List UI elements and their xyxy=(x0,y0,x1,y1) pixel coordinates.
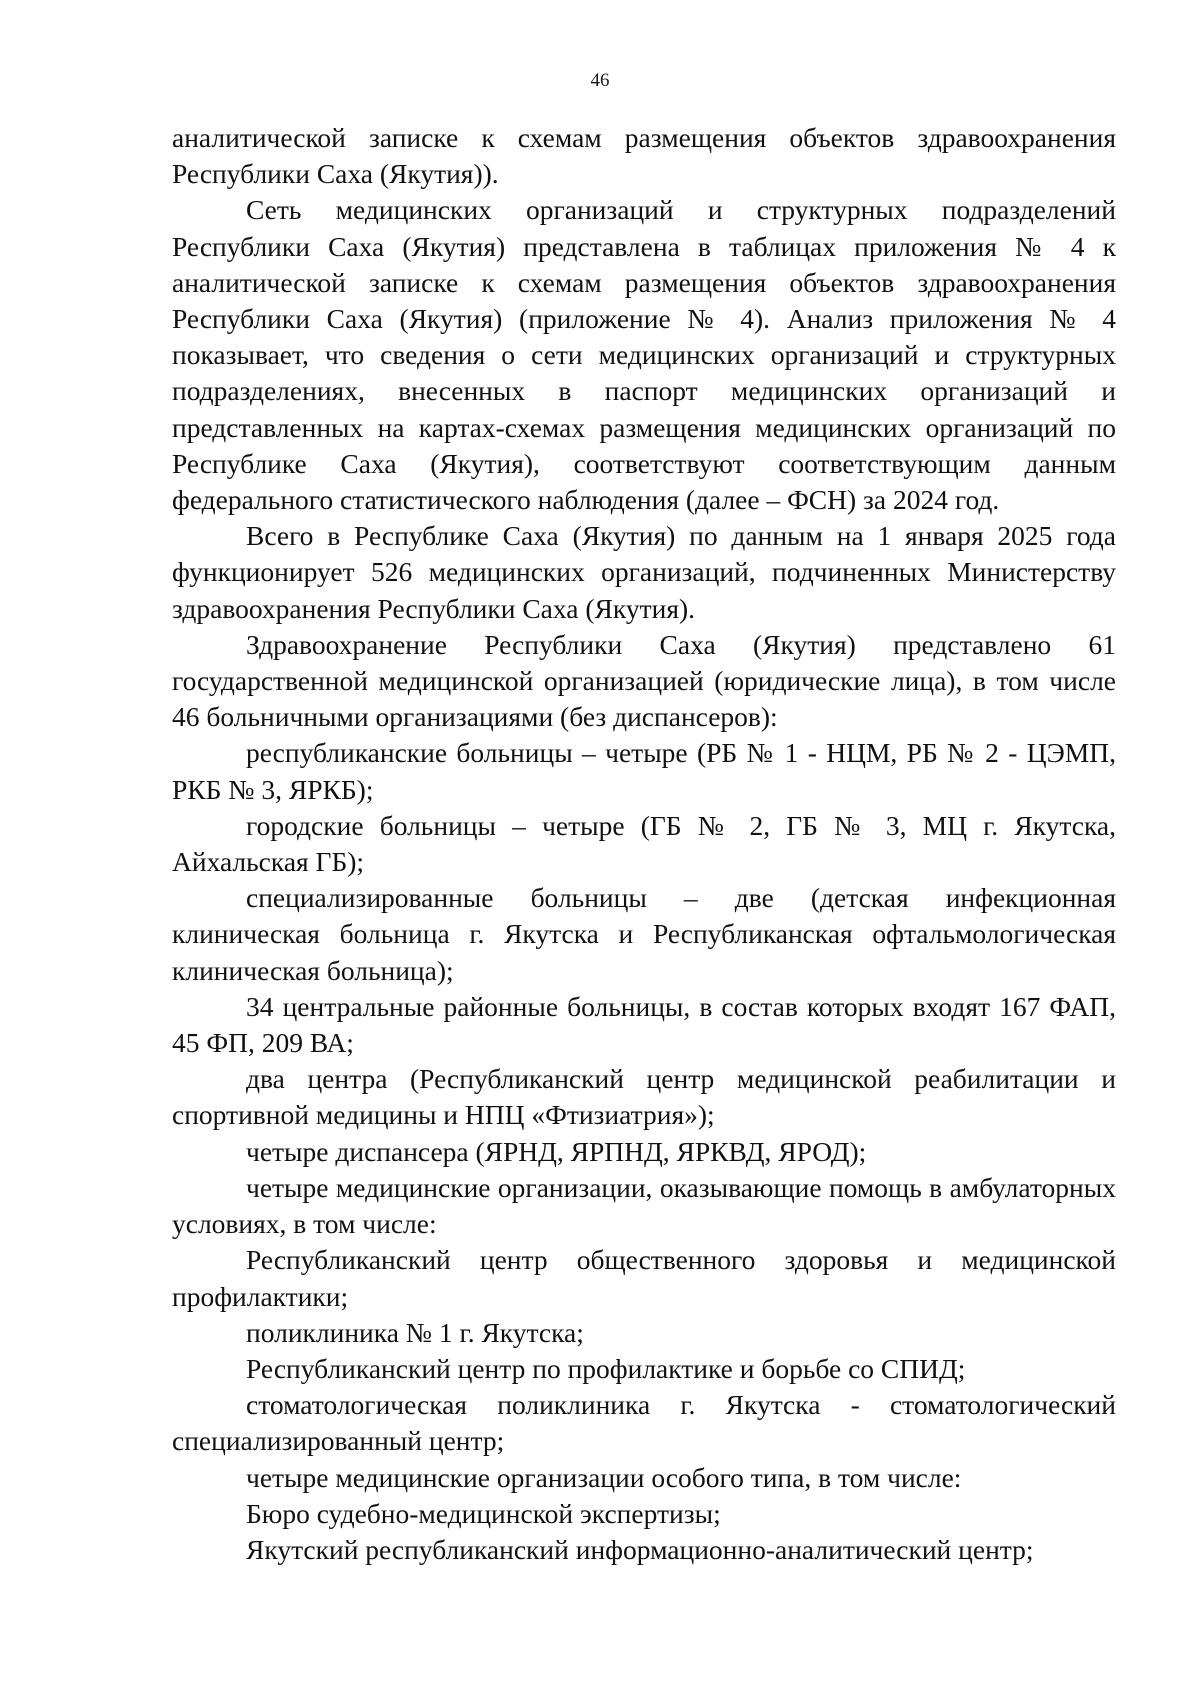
page-number: 46 xyxy=(590,70,610,91)
paragraph-total-organizations: Всего в Республике Саха (Якутия) по данным на 1 января 2025 года функционирует 526 медицинских организаций, подчиненных Министерству здравоохранения Республики Саха (Якутия). xyxy=(172,520,1116,624)
list-item-dental-polyclinic: стоматологическая поликлиника г. Якутска - стоматологический специализированный центр; xyxy=(172,1389,1116,1457)
list-item-district-hospitals: 34 центральные районные больницы, в состав которых входят 167 ФАП, 45 ФП, 209 ВА; xyxy=(172,990,1116,1059)
list-item-specialized-hospitals: специализированные больницы – две (детская инфекционная клиническая больница г. Якутска и Республиканская офтальмологическая клиническая больница); xyxy=(172,882,1116,986)
list-item-forensic-bureau: Бюро судебно-медицинской экспертизы; xyxy=(246,1497,721,1529)
list-item-outpatient-organizations: четыре медицинские организации, оказывающие помощь в амбулаторных условиях, в том числе: xyxy=(172,1171,1116,1240)
paragraph-network-overview: Сеть медицинских организаций и структурных подразделений Республики Саха (Якутия) представлена в таблицах приложения № 4 к аналитической записке к схемам размещения объектов здравоохранения Республики Саха (Якутия) (приложение № 4). Анализ приложения № 4 показывает, что сведения о сети медицинских организаций и структурных подразделениях, внесенных в паспорт медицинских организаций и представленных на картах-схемах размещения медицинских организаций по Республике Саха (Якутия), соответствуют соответствующим данным федерального статистического наблюдения (далее – ФСН) за 2024 год. xyxy=(172,194,1116,516)
paragraph-state-organizations: Здравоохранение Республики Саха (Якутия) представлено 61 государственной медицинской организацией (юридические лица), в том числе 46 больничными организациями (без диспансеров): xyxy=(172,628,1116,733)
list-item-polyclinic-1: поликлиника № 1 г. Якутска; xyxy=(246,1316,584,1348)
list-item-special-type-organizations: четыре медицинские организации особого типа, в том числе: xyxy=(246,1461,962,1493)
document-body xyxy=(172,120,1116,1568)
list-item-republican-hospitals: республиканские больницы – четыре (РБ № 1 - НЦМ, РБ № 2 - ЦЭМП, РКБ № 3, ЯРКБ); xyxy=(172,737,1116,805)
list-item-analytics-center: Якутский республиканский информационно-аналитический центр; xyxy=(246,1533,1034,1565)
list-item-aids-center: Республиканский центр по профилактике и борьбе со СПИД; xyxy=(246,1352,966,1384)
list-item-centers: два центра (Республиканский центр медицинской реабилитации и спортивной медицины и НПЦ «Фтизиатрия»); xyxy=(172,1063,1116,1131)
paragraph-continuation: аналитической записке к схемам размещения объектов здравоохранения Республики Саха (Якутия)). xyxy=(172,122,1116,190)
list-item-city-hospitals: городские больницы – четыре (ГБ № 2, ГБ № 3, МЦ г. Якутска, Айхальская ГБ); xyxy=(172,809,1116,878)
list-item-public-health-center: Республиканский центр общественного здоровья и медицинской профилактики; xyxy=(172,1244,1116,1312)
list-item-dispensaries: четыре диспансера (ЯРНД, ЯРПНД, ЯРКВД, ЯРОД); xyxy=(246,1135,867,1167)
